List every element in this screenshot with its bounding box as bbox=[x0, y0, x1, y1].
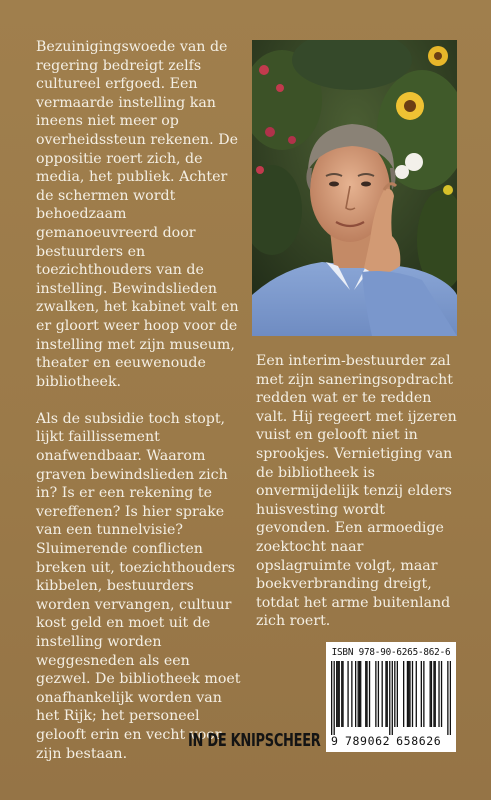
barcode-bar bbox=[407, 661, 408, 727]
blurb-right-column bbox=[256, 352, 461, 631]
barcode-bar bbox=[412, 661, 413, 727]
blurb-paragraph-2: Als de subsidie toch stopt, lijkt faillissement onafwendbaar. Waarom graven bewindslieden zich in? Is er een rekening te vereffenen? Is hier sprake van een tunnelvisie? Sluimerende conflicten breken uit, toezichthouders kibbelen, bestuurders worden vervangen, cultuur kost geld en moet uit de instelling worden weggesneden als een gezwel. De bibliotheek moet onafhankelijk worden van het Rijk; het personeel gelooft erin en vecht voor zijn bestaan. bbox=[36, 410, 241, 762]
barcode-bar bbox=[365, 661, 366, 727]
barcode-bar bbox=[355, 661, 356, 727]
barcode-bar bbox=[342, 661, 343, 727]
barcode-bar bbox=[387, 661, 388, 727]
barcode-bar bbox=[360, 661, 361, 727]
barcode-guard-bar bbox=[392, 661, 393, 735]
barcode-bar bbox=[423, 661, 424, 727]
barcode-bar bbox=[409, 661, 410, 727]
barcode-bar bbox=[421, 661, 422, 727]
barcode-guard-bar bbox=[450, 661, 451, 735]
barcode-bar bbox=[339, 661, 340, 727]
barcode-guard-bar bbox=[447, 661, 448, 735]
blurb-paragraph-3: Een interim-bestuurder zal met zijn saneringsopdracht redden wat er te redden valt. Hij regeert met ijzeren vuist en gelooft niet in sprookjes. Vernietiging van de bibliotheek is onvermijdelijk tenzij elders huisvesting wordt gevonden. Een armoedige zoektocht naar opslagruimte volgt, maar boekverbranding dreigt, totdat het arme buitenland zich roert. bbox=[256, 353, 457, 630]
blurb-left-column bbox=[36, 38, 246, 763]
publisher-logo: IN DE KNIPSCHEER bbox=[188, 731, 321, 752]
barcode-guard-bar bbox=[334, 661, 335, 735]
barcode-bar bbox=[408, 661, 409, 727]
barcode-bar bbox=[351, 661, 352, 727]
barcode-bar bbox=[431, 661, 432, 727]
barcode-bar bbox=[382, 661, 383, 727]
barcode-bar bbox=[433, 661, 434, 727]
barcode-bar bbox=[435, 661, 436, 727]
barcode-bar bbox=[337, 661, 338, 727]
barcode-digits-group-1: 789062 bbox=[345, 734, 391, 748]
barcode-bar bbox=[347, 661, 348, 727]
barcode-bar bbox=[441, 661, 442, 727]
barcode-bar bbox=[397, 661, 398, 727]
barcode-bar bbox=[375, 661, 376, 727]
barcode-bar bbox=[366, 661, 367, 727]
isbn-barcode bbox=[326, 642, 456, 752]
barcode-bars bbox=[331, 661, 451, 735]
barcode-bar bbox=[369, 661, 370, 727]
barcode-bar bbox=[378, 661, 379, 727]
author-photo-illustration bbox=[252, 40, 457, 336]
barcode-bar bbox=[336, 661, 337, 727]
barcode-bar bbox=[341, 661, 342, 727]
barcode-digits bbox=[331, 735, 451, 748]
barcode-bar bbox=[394, 661, 395, 727]
barcode-bar bbox=[385, 661, 386, 727]
blurb-paragraph-1: Bezuinigingswoede van de regering bedreigt zelfs cultureel erfgoed. Een vermaarde instelling kan ineens niet meer op overheidssteun rekenen. De oppositie roert zich, de media, het publiek. Achter de schermen wordt behoedzaam gemanoeuvreerd door bestuurders en toezichthouders van de instelling. Bewindslieden zwalken, het kabinet valt en er gloort weer hoop voor de instelling met zijn museum, theater en eeuwenoude bibliotheek. bbox=[36, 39, 239, 390]
barcode-bar bbox=[438, 661, 439, 727]
barcode-guard-bar bbox=[331, 661, 332, 735]
barcode-digit-lead: 9 bbox=[331, 734, 338, 748]
barcode-bar bbox=[416, 661, 417, 727]
barcode-bar bbox=[358, 661, 359, 727]
barcode-bar bbox=[403, 661, 404, 727]
barcode-digits-group-2: 658626 bbox=[396, 734, 442, 748]
barcode-bar bbox=[359, 661, 360, 727]
author-photo bbox=[252, 40, 457, 336]
barcode-bar bbox=[430, 661, 431, 727]
barcode-guard-bar bbox=[389, 661, 390, 735]
isbn-label: ISBN 978-90-6265-862-6 bbox=[331, 647, 451, 658]
